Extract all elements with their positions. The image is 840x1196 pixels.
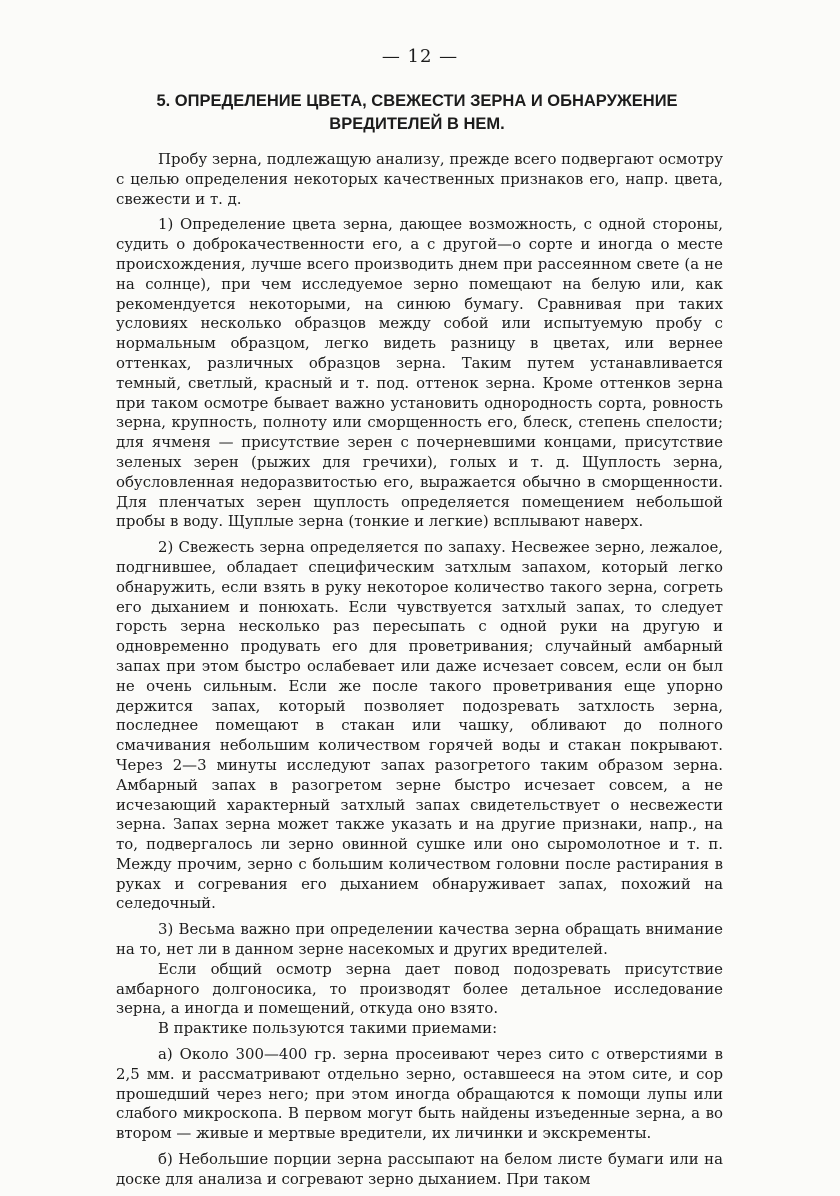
body-text (116, 150, 723, 1196)
page-number: — 12 — (381, 46, 459, 67)
paragraph-freshness: 2) Свежесть зерна определяется по запаху. Несвежее зерно, лежалое, подгнившее, обладает специфическим затхлым запахом, который легко обнаружить, если взять в руку некоторое количество такого зерна, согреть его дыханием и понюхать. Если чувствуется затхлый запах, то следует горсть зерна несколько раз пересыпать с одной руки на другую и одновременно продувать его для проветривания; случайный амбарный запах при этом быстро ослабевает или даже исчезает совсем, если он был не очень сильным. Если же после такого проветривания еще упорно держится запах, который позволяет подозревать затхлость зерна, последнее помещают в стакан или чашку, обливают до полного смачивания небольшим количеством горячей воды и стакан покрывают. Через 2—3 минуты исследуют запах разогретого таким образом зерна. Амбарный запах в разогретом зерне быстро исчезает совсем, а не исчезающий характерный затхлый запах свидетельствует о несвежести зерна. Запах зерна может также указать и на другие признаки, напр., на то, подвергалось ли зерно овинной сушке или оно сыромолотное и т. п. Между прочим, зерно с большим количеством головни после растирания в руках и согревания его дыханием обнаруживает запах, похожий на селедочный. (116, 538, 723, 913)
paragraph-methods: В практике пользуются такими приемами: (158, 1019, 498, 1038)
paragraph-intro: Пробу зерна, подлежащую анализу, прежде всего подвергают осмотру с целью определения некоторых качественных признаков его, напр. цвета, свежести и т. д. (116, 150, 723, 208)
paragraph-weevil: Если общий осмотр зерна дает повод подозревать присутствие амбарного долгоносика, то производят более детальное исследование зерна, а иногда и помещений, откуда оно взято. (116, 959, 723, 1018)
paragraph-pests: 3) Весьма важно при определении качества зерна обращать внимание на то, нет ли в данном зерне насекомых и других вредителей. (116, 920, 723, 959)
paragraph-method-a: а) Около 300—400 гр. зерна просеивают через сито с отверстиями в 2,5 мм. и рассматривают отдельно зерно, оставшееся на этом сите, и сор прошедший через него; при этом иногда обращаются к помощи лупы или слабого микроскопа. В первом могут быть найдены изъеденные зерна, а во втором — живые и мертвые вредители, их личинки и экскременты. (116, 1045, 723, 1143)
paragraph-method-b: б) Небольшие порции зерна рассыпают на белом листе бумаги или на доске для анализа и согревают зерно дыханием. При таком (116, 1150, 723, 1188)
paragraph-color: 1) Определение цвета зерна, дающее возможность, с одной стороны, судить о доброкачественности его, а с другой—о сорте и иногда о месте происхождения, лучше всего производить днем при рассеянном свете (а не на солнце), при чем исследуемое зерно помещают на белую или, как рекомендуется некоторыми, на синюю бумагу. Сравнивая при таких условиях несколько образцов между собой или испытуемую пробу с нормальным образцом, легко видеть разницу в цветах, или вернее оттенках, различных образцов зерна. Таким путем устанавливается темный, светлый, красный и т. под. оттенок зерна. Кроме оттенков зерна при таком осмотре бывает важно установить однородность сорта, ровность зерна, крупность, полноту или сморщенность его, блеск, степень спелости; для ячменя — присутствие зерен с почерневшими концами, присутствие зеленых зерен (рыжих для гречихи), голых и т. д. Щуплость зерна, обусловленная недоразвитостью его, выражается обычно в сморщенности. Для пленчатых зерен щуплость определяется помещением небольшой пробы в воду. Щуплые зерна (тонкие и легкие) всплывают наверх. (116, 215, 723, 531)
section-heading: 5. ОПРЕДЕЛЕНИЕ ЦВЕТА, СВЕЖЕСТИ ЗЕРНА И ОБНАРУЖЕНИЕ ВРЕДИТЕЛЕЙ В НЕМ. (156, 92, 678, 133)
